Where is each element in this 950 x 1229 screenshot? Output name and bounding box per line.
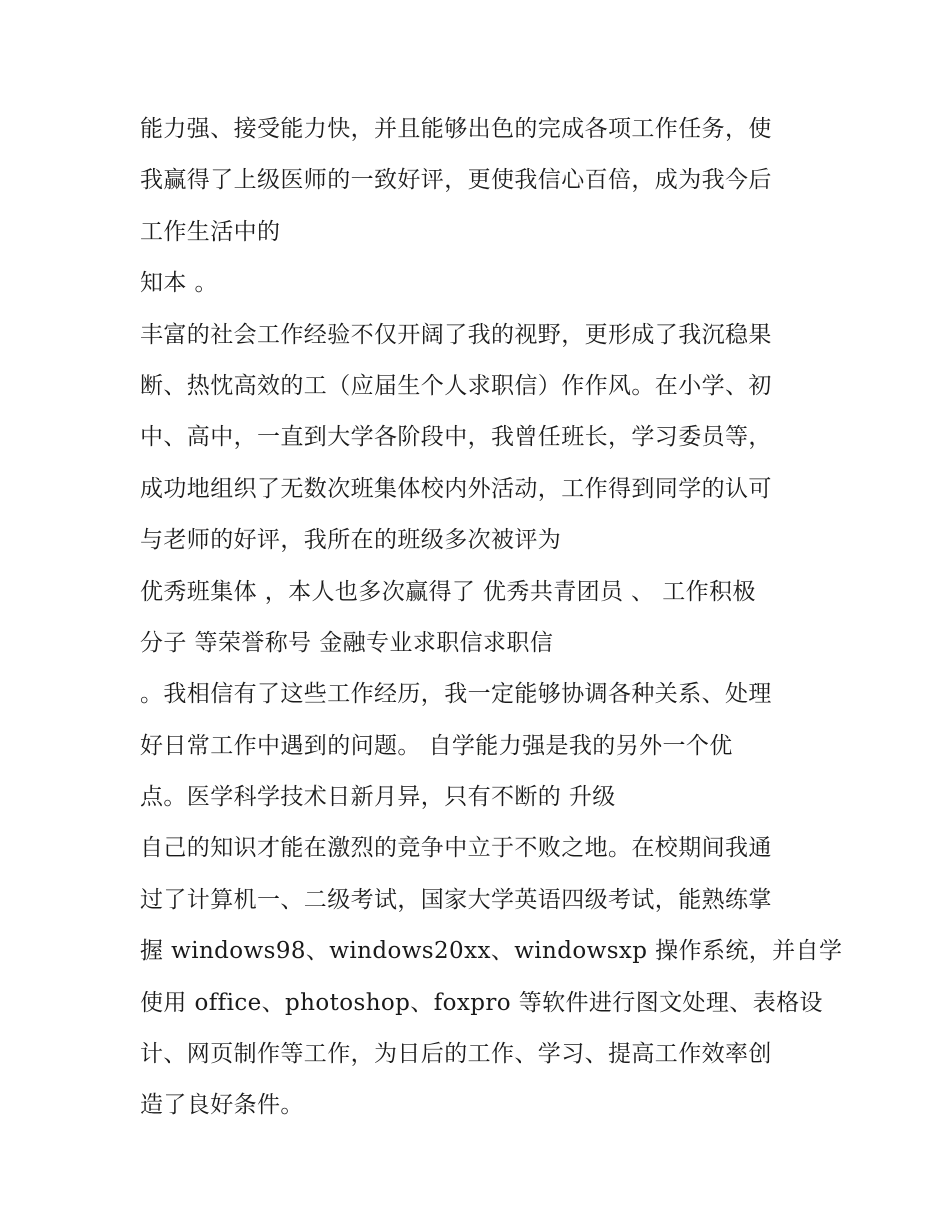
text-line-17: 握 windows98、windows20xx、windowsxp 操作系统，并自学 xyxy=(140,938,843,965)
text-line-8: 成功地组织了无数次班集体校内外活动，工作得到同学的认可 xyxy=(140,475,772,502)
text-line-12: 。我相信有了这些工作经历，我一定能够协调各种关系、处理 xyxy=(140,681,772,708)
text-line-5: 丰富的社会工作经验不仅开阔了我的视野，更形成了我沉稳果 xyxy=(140,321,772,348)
text-line-9: 与老师的好评，我所在的班级多次被评为 xyxy=(140,527,562,554)
text-line-11: 分子 等荣誉称号 金融专业求职信求职信 xyxy=(140,629,554,656)
text-line-2: 我赢得了上级医师的一致好评，更使我信心百倍，成为我今后 xyxy=(140,167,772,194)
text-line-6: 断、热忱高效的工（应届生个人求职信）作作风。在小学、初 xyxy=(140,372,772,399)
text-line-4: 知本 。 xyxy=(140,270,218,297)
text-line-10: 优秀班集体 ，本人也多次赢得了 优秀共青团员 、 工作积极 xyxy=(140,578,756,605)
body-text xyxy=(140,104,843,1132)
text-line-13: 好日常工作中遇到的问题。 自学能力强是我的另外一个优 xyxy=(140,732,733,759)
text-line-15: 自己的知识才能在激烈的竞争中立于不败之地。在校期间我通 xyxy=(140,835,772,862)
text-line-20: 造了良好条件。 xyxy=(140,1092,304,1119)
text-line-18: 使用 office、photoshop、foxpro 等软件进行图文处理、表格设 xyxy=(140,989,823,1016)
text-line-1: 能力强、接受能力快，并且能够出色的完成各项工作任务，使 xyxy=(140,116,772,142)
text-line-3: 工作生活中的 xyxy=(140,218,281,245)
text-line-7: 中、高中，一直到大学各阶段中，我曾任班长，学习委员等， xyxy=(140,424,772,451)
text-line-19: 计、网页制作等工作，为日后的工作、学习、提高工作效率创 xyxy=(140,1041,772,1068)
text-line-14: 点。医学科学技术日新月异，只有不断的 升级 xyxy=(140,784,616,811)
text-line-16: 过了计算机一、二级考试，国家大学英语四级考试，能熟练掌 xyxy=(140,886,772,913)
